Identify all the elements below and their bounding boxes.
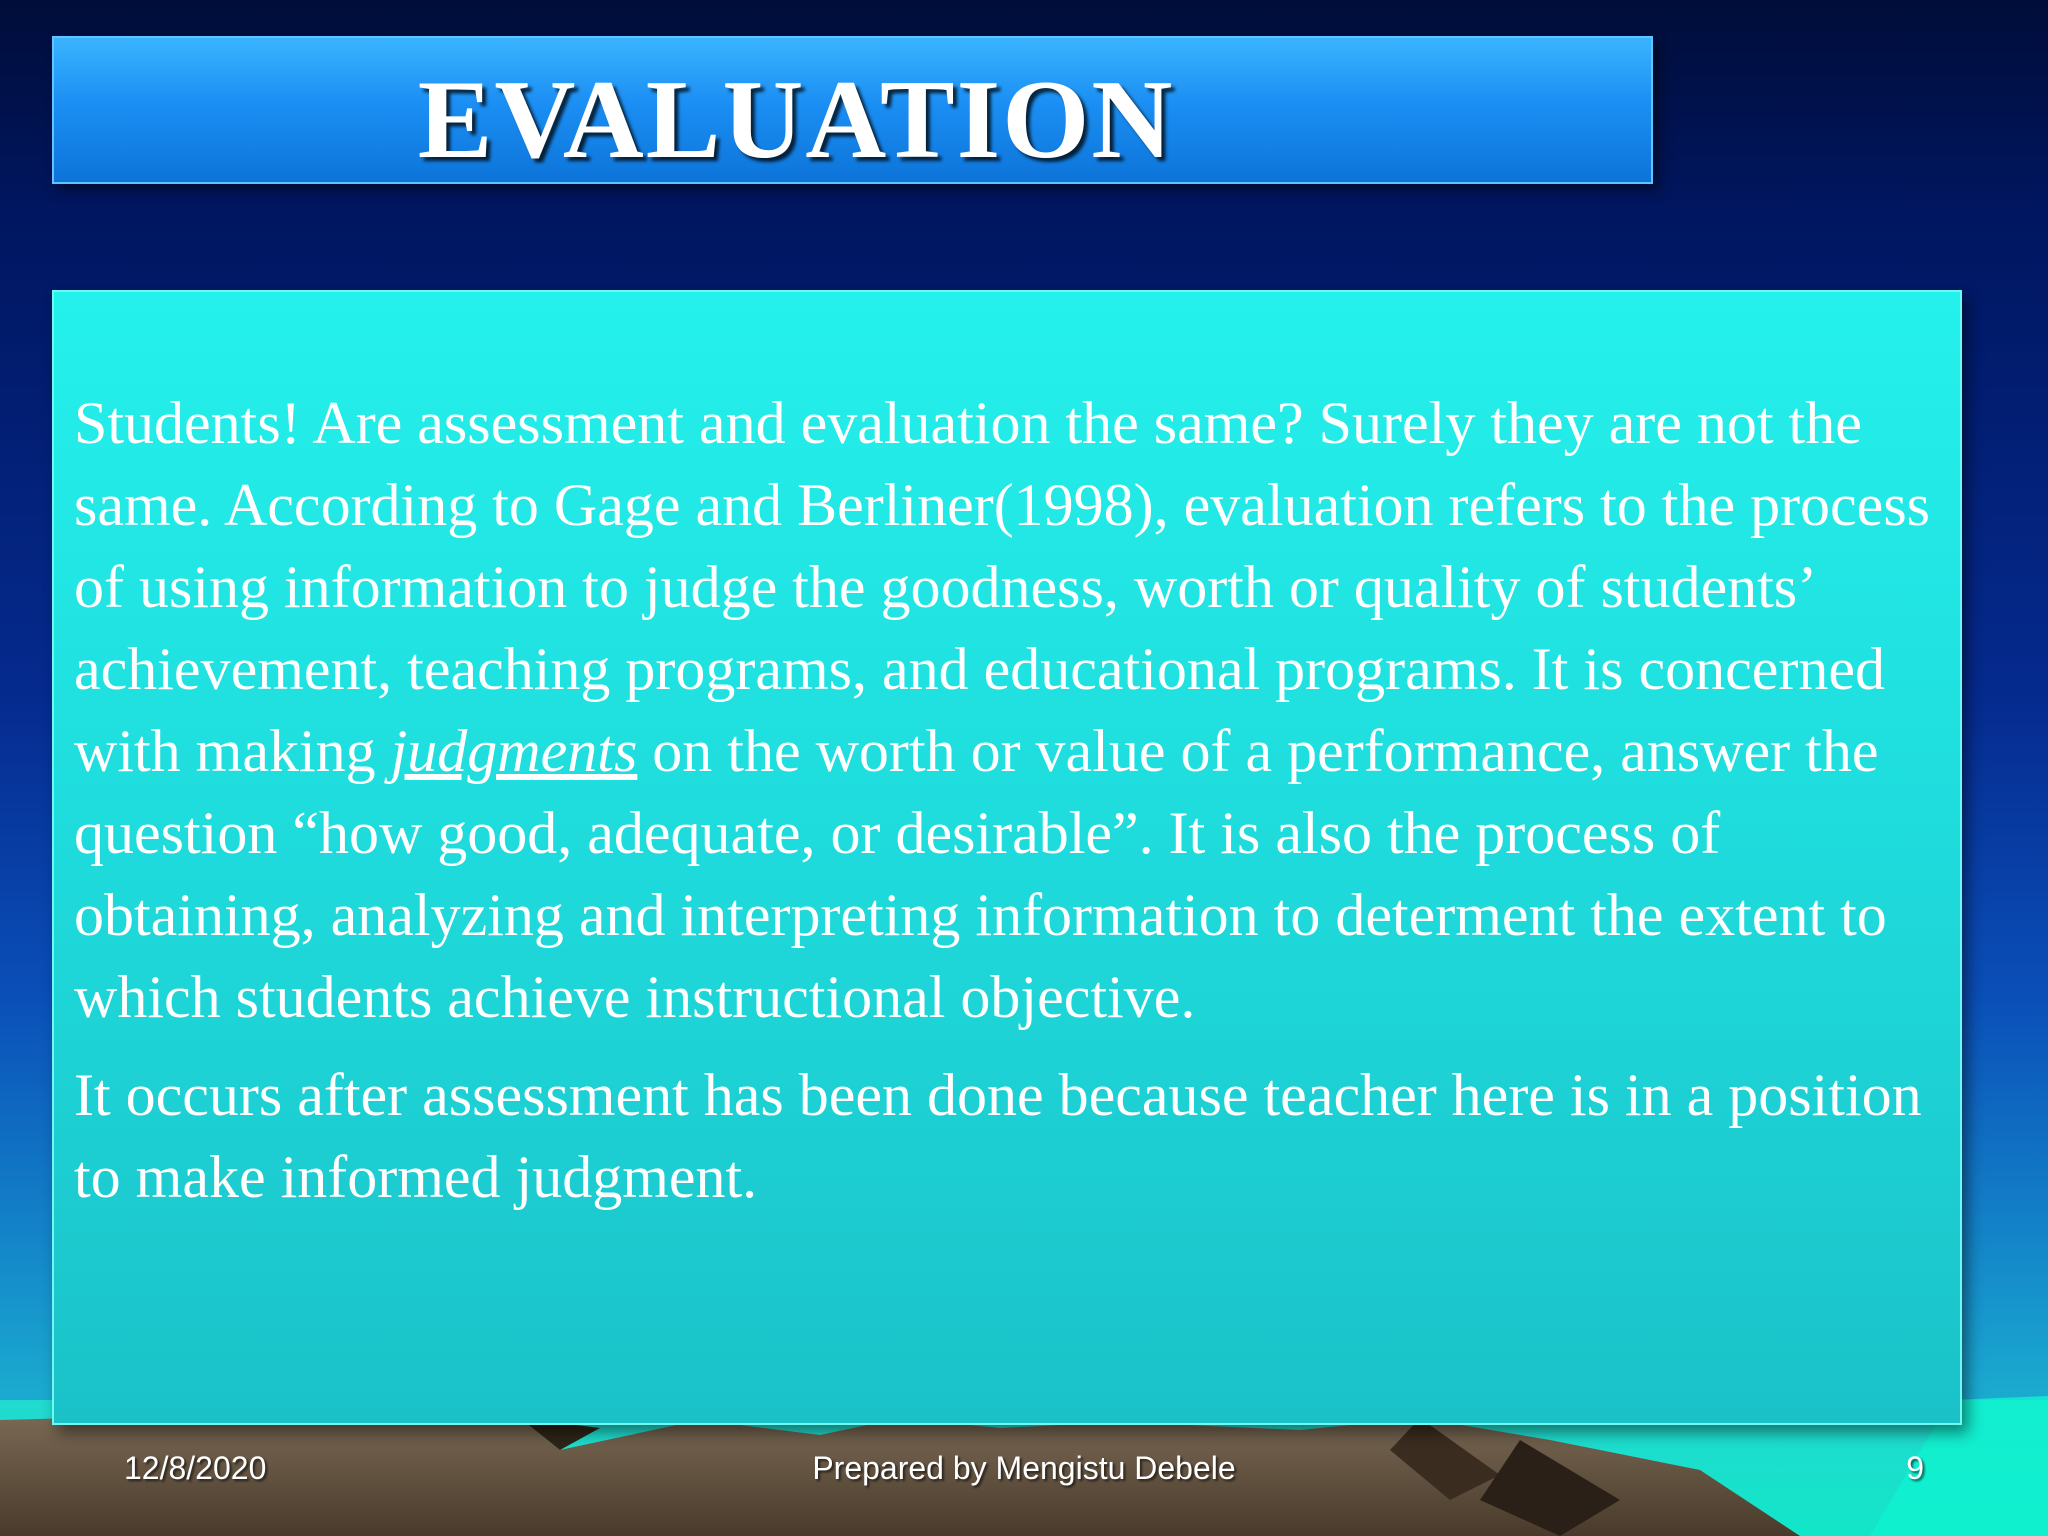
content-box xyxy=(52,290,1962,1425)
content-text xyxy=(74,382,1949,1218)
paragraph-1-text-before: Students! Are assessment and evaluation the same? Surely they are not the same. According to Gage and Berliner(1998), evaluation refers to the process of using information to judge the goodness, worth or quality of students’ achievement, teaching programs, and educational programs. It is concerned with making xyxy=(74,390,1931,784)
paragraph-1 xyxy=(74,382,1949,1038)
slide-title: EVALUATION xyxy=(417,58,1175,182)
footer-date: 12/8/2020 xyxy=(124,1450,267,1486)
paragraph-1-text-after: on the worth or value of a performance, answer the question “how good, adequate, or desirable”. It is also the process of obtaining, analyzing and interpreting information to determent the extent to which students achieve instructional objective. xyxy=(74,718,1887,1030)
footer-page-number: 9 xyxy=(1906,1450,1924,1486)
emphasis-judgments: judgments xyxy=(390,718,638,784)
paragraph-2: It occurs after assessment has been done because teacher here is in a position to make informed judgment. xyxy=(74,1062,1922,1210)
footer-author: Prepared by Mengistu Debele xyxy=(812,1450,1236,1486)
